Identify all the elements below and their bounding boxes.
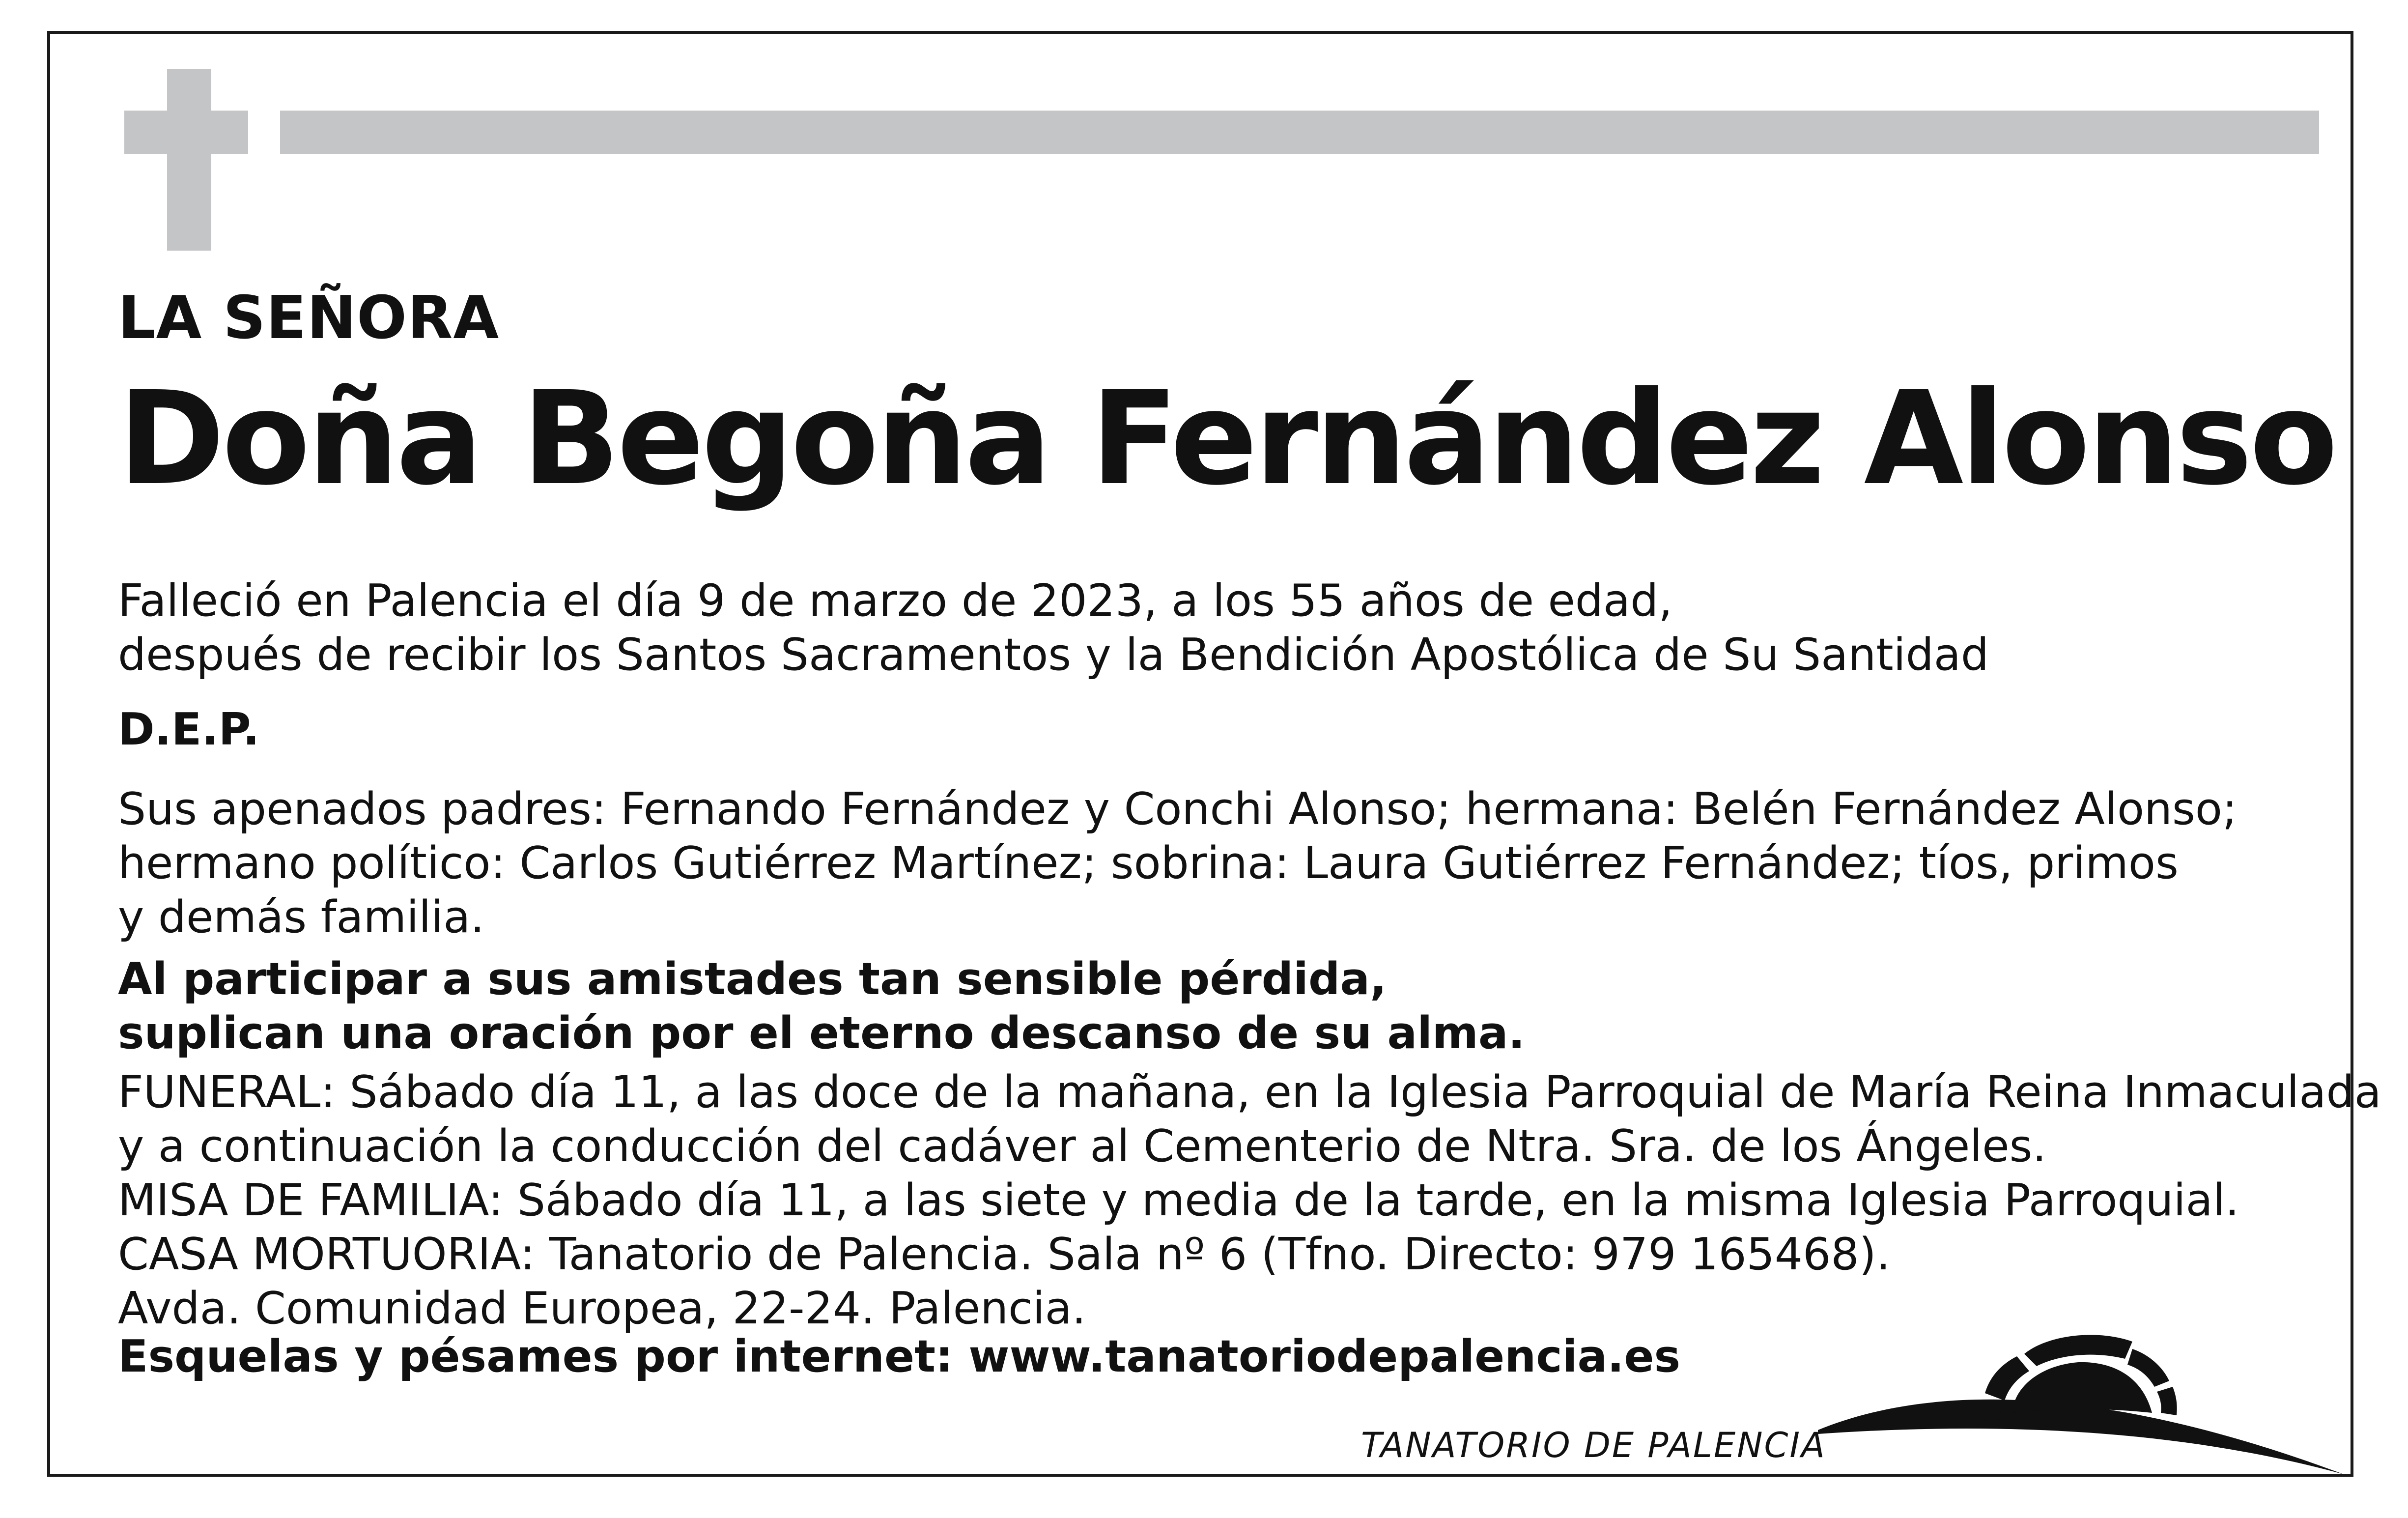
service-details xyxy=(118,1065,2381,1336)
appeal-line: Al participar a sus amistades tan sensible pérdida, xyxy=(118,953,1387,1005)
cross-icon xyxy=(167,69,211,251)
death-statement xyxy=(118,574,1989,682)
family-paragraph xyxy=(118,782,2237,945)
dep-label: D.E.P. xyxy=(118,704,260,755)
family-line: hermano político: Carlos Gutiérrez Martínez; sobrina: Laura Gutiérrez Fernández; tíos, primos xyxy=(118,837,2179,889)
honorific: LA SEÑORA xyxy=(118,284,500,352)
death-line: Falleció en Palencia el día 9 de marzo de 2023, a los 55 años de edad, xyxy=(118,575,1672,627)
deceased-name: Doña Begoña Fernández Alonso xyxy=(118,364,2335,514)
detail-line: y a continuación la conducción del cadáver al Cementerio de Ntra. Sra. de los Ángeles. xyxy=(118,1120,2047,1172)
detail-line: FUNERAL: Sábado día 11, a las doce de la mañana, en la Iglesia Parroquial de María Reina Inmaculada xyxy=(118,1066,2381,1118)
appeal-line: suplican una oración por el eterno descanso de su alma. xyxy=(118,1007,1525,1059)
detail-line: Avda. Comunidad Europea, 22-24. Palencia. xyxy=(118,1283,1086,1334)
tanatorio-logo-icon xyxy=(1818,1307,2344,1474)
header-divider-bar xyxy=(280,111,2319,154)
family-line: Sus apenados padres: Fernando Fernández y Conchi Alonso; hermana: Belén Fernández Alonso; xyxy=(118,783,2238,835)
family-line: y demás familia. xyxy=(118,891,484,943)
appeal-paragraph xyxy=(118,952,1525,1060)
web-info: Esquelas y pésames por internet: www.tanatoriodepalencia.es xyxy=(118,1331,1681,1382)
detail-line: MISA DE FAMILIA: Sábado día 11, a las siete y media de la tarde, en la misma Iglesia Parroquial. xyxy=(118,1174,2239,1226)
death-line: después de recibir los Santos Sacramentos y la Bendición Apostólica de Su Santidad xyxy=(118,629,1989,681)
cross-icon-arm xyxy=(124,111,248,154)
detail-line: CASA MORTUORIA: Tanatorio de Palencia. Sala nº 6 (Tfno. Directo: 979 165468). xyxy=(118,1229,1891,1280)
brand-name: TANATORIO DE PALENCIA xyxy=(1361,1425,1826,1465)
